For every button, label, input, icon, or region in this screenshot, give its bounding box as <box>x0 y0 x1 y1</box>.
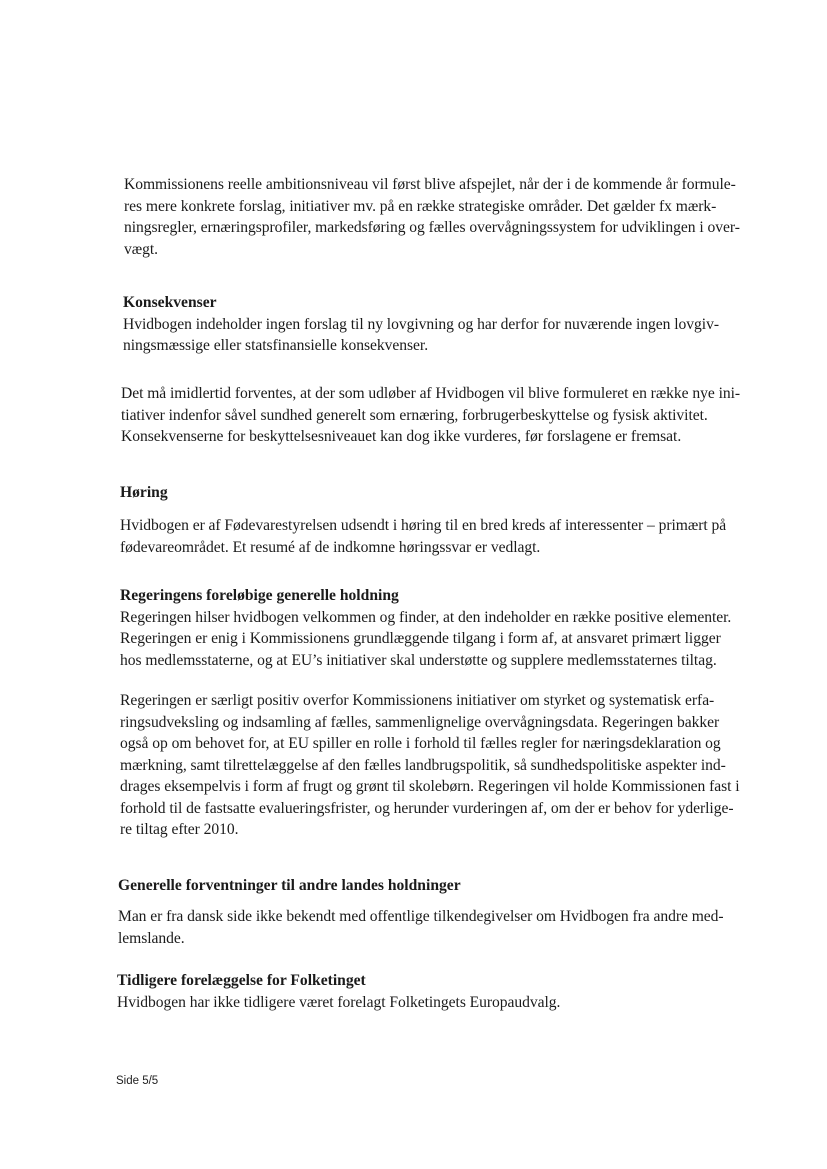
text-line: re tiltag efter 2010. <box>120 821 239 838</box>
text-line: Regeringen er enig i Kommissionens grundlæggende tilgang i form af, at ansvaret primært ligger <box>120 630 721 647</box>
andre-lande-paragraph <box>118 906 758 949</box>
text-line: mærkning, samt tilrettelæggelse af den fælles landbrugspolitik, så sundhedspolitiske aspekter ind- <box>120 756 726 774</box>
text-line: Regeringen hilser hvidbogen velkommen og finder, at den indeholder en række positive elementer. <box>120 608 732 626</box>
section-heading: Konsekvenser <box>123 294 217 311</box>
text-line: lemslande. <box>118 929 185 947</box>
text-line: hos medlemsstaterne, og at EU’s initiativer skal understøtte og supplere medlemsstaternes tiltag. <box>120 651 717 669</box>
section-heading: Generelle forventninger til andre landes holdninger <box>118 877 461 894</box>
text-line: drages eksempelvis i form af frugt og grønt til skolebørn. Regeringen vil holde Kommissionen fast i <box>120 778 740 795</box>
text-line: Kommissionens reelle ambitionsniveau vil først blive afspejlet, når der i de kommende år formule- <box>124 176 736 193</box>
section-heading: Tidligere forelæggelse for Folketinget <box>117 972 366 989</box>
text-line: Hvidbogen er af Fødevarestyrelsen udsendt i høring til en bred kreds af interessenter – primært på <box>120 517 727 534</box>
text-line: Hvidbogen har ikke tidligere været forelagt Folketingets Europaudvalg. <box>117 993 561 1011</box>
text-line: også op om behovet for, at EU spiller en rolle i forhold til fælles regler for næringsdeklaration og <box>120 735 721 752</box>
text-line: Man er fra dansk side ikke bekendt med offentlige tilkendegivelser om Hvidbogen fra andre med- <box>118 908 724 925</box>
text-line: tiativer indenfor såvel sundhed generelt som ernæring, forbrugerbeskyttelse og fysisk aktivitet. <box>121 406 708 424</box>
regeringen-paragraph-2 <box>120 690 760 841</box>
konsekvenser-paragraph-2 <box>121 383 761 448</box>
text-line: Hvidbogen indeholder ingen forslag til ny lovgivning og har derfor for nuværende ingen lovgiv- <box>123 315 719 333</box>
section-heading: Høring <box>120 484 168 501</box>
text-line: Regeringen er særligt positiv overfor Kommissionens initiativer om styrket og systematisk erfa- <box>120 692 715 709</box>
text-line: res mere konkrete forslag, initiativer mv. på en række strategiske områder. Det gælder fx mærk- <box>124 197 717 215</box>
text-line: forhold til de fastsatte evalueringsfrister, og herunder vurderingen af, om der er behov for yderlige- <box>120 799 734 817</box>
section-heading: Regeringens foreløbige generelle holdning <box>120 587 399 604</box>
section-andre-lande <box>118 875 758 897</box>
section-konsekvenser <box>123 292 763 357</box>
text-line: ningsregler, ernæringsprofiler, markedsføring og fælles overvågningssystem for udviklingen i over- <box>124 219 740 236</box>
intro-paragraph <box>124 174 764 260</box>
text-line: fødevareområdet. Et resumé af de indkomne høringssvar er vedlagt. <box>120 538 541 556</box>
hoering-paragraph <box>120 515 760 558</box>
page-number: Side 5/5 <box>116 1075 159 1087</box>
text-line: ningsmæssige eller statsfinansielle konsekvenser. <box>123 337 429 354</box>
section-regeringen <box>120 585 760 671</box>
section-folketinget <box>117 970 757 1013</box>
text-line: vægt. <box>124 240 158 258</box>
text-line: Det må imidlertid forventes, at der som udløber af Hvidbogen vil blive formuleret en række nye ini- <box>121 385 741 402</box>
section-hoering <box>120 482 760 504</box>
text-line: ringsudveksling og indsamling af fælles, sammenlignelige overvågningsdata. Regeringen bakker <box>120 713 720 731</box>
text-line: Konsekvenserne for beskyttelsesniveauet kan dog ikke vurderes, før forslagene er fremsat. <box>121 428 682 445</box>
